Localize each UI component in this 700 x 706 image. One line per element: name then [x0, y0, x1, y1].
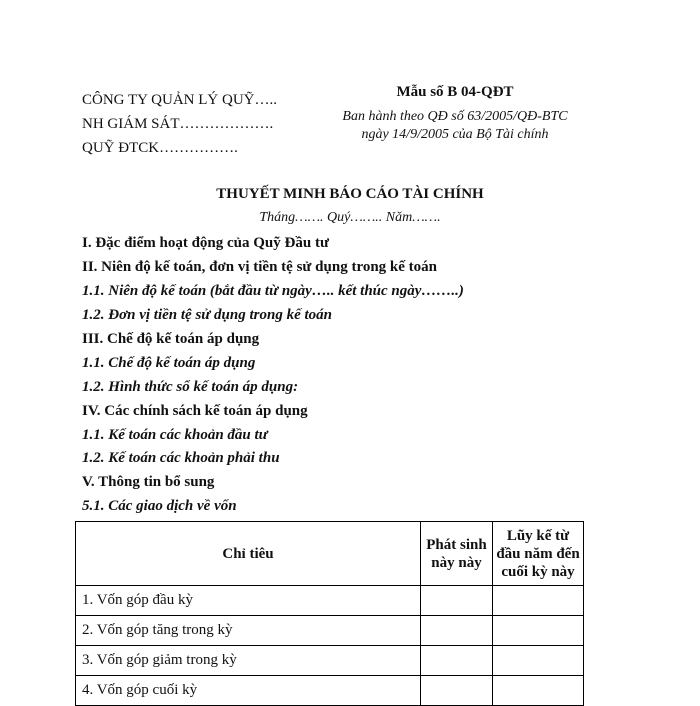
table-row: [76, 676, 584, 706]
subsection-2-1: 1.1. Niên độ kế toán (bắt đầu từ ngày….. kết thúc ngày……..): [82, 283, 464, 299]
row-arising-cell: [421, 646, 493, 676]
capital-transactions-table: [75, 521, 584, 706]
table-row: [76, 586, 584, 616]
row-label: 4. Vốn góp cuối kỳ: [76, 676, 421, 706]
section-5-heading: V. Thông tin bổ sung: [82, 474, 215, 490]
section-2-heading: II. Niên độ kế toán, đơn vị tiền tệ sử dụng trong kế toán: [82, 259, 438, 275]
table-header-row: [76, 522, 584, 586]
row-arising-cell: [421, 616, 493, 646]
subsection-5-1: 5.1. Các giao dịch về vốn: [82, 498, 237, 514]
column-header-arising: Phát sinh này này: [421, 522, 493, 586]
section-1-heading: I. Đặc điểm hoạt động của Quỹ Đầu tư: [82, 235, 329, 251]
subsection-4-2: 1.2. Kế toán các khoản phải thu: [82, 450, 280, 466]
row-cumulative-cell: [493, 646, 584, 676]
column-header-cumulative: Lũy kế từ đầu năm đến cuối kỳ này: [493, 522, 584, 586]
table-row: [76, 616, 584, 646]
row-label: 3. Vốn góp giảm trong kỳ: [76, 646, 421, 676]
decree-line-2: ngày 14/9/2005 của Bộ Tài chính: [361, 127, 549, 142]
subsection-2-2: 1.2. Đơn vị tiền tệ sử dụng trong kế toán: [82, 307, 332, 323]
row-cumulative-cell: [493, 586, 584, 616]
document-title: THUYẾT MINH BÁO CÁO TÀI CHÍNH: [216, 186, 484, 202]
section-3-heading: III. Chế độ kế toán áp dụng: [82, 331, 260, 347]
form-code: Mẫu số B 04-QĐT: [396, 84, 514, 100]
decree-line-1: Ban hành theo QĐ số 63/2005/QĐ-BTC: [342, 109, 568, 124]
column-header-indicator: Chỉ tiêu: [76, 522, 421, 586]
subsection-4-1: 1.1. Kế toán các khoản đầu tư: [82, 427, 268, 443]
subsection-3-1: 1.1. Chế độ kế toán áp dụng: [82, 355, 256, 371]
subsection-3-2: 1.2. Hình thức sổ kế toán áp dụng:: [82, 379, 299, 395]
row-arising-cell: [421, 676, 493, 706]
section-4-heading: IV. Các chính sách kế toán áp dụng: [82, 403, 308, 419]
row-label: 2. Vốn góp tăng trong kỳ: [76, 616, 421, 646]
reporting-period: Tháng……. Quý…….. Năm…….: [259, 210, 441, 225]
custodian-bank-line: NH GIÁM SÁT……………….: [82, 116, 274, 132]
row-label: 1. Vốn góp đầu kỳ: [76, 586, 421, 616]
decree-reference: [310, 108, 600, 144]
row-arising-cell: [421, 586, 493, 616]
fund-name-line: QUỸ ĐTCK…………….: [82, 140, 238, 156]
company-name-line: CÔNG TY QUẢN LÝ QUỸ…..: [82, 92, 277, 108]
table-row: [76, 646, 584, 676]
row-cumulative-cell: [493, 616, 584, 646]
row-cumulative-cell: [493, 676, 584, 706]
